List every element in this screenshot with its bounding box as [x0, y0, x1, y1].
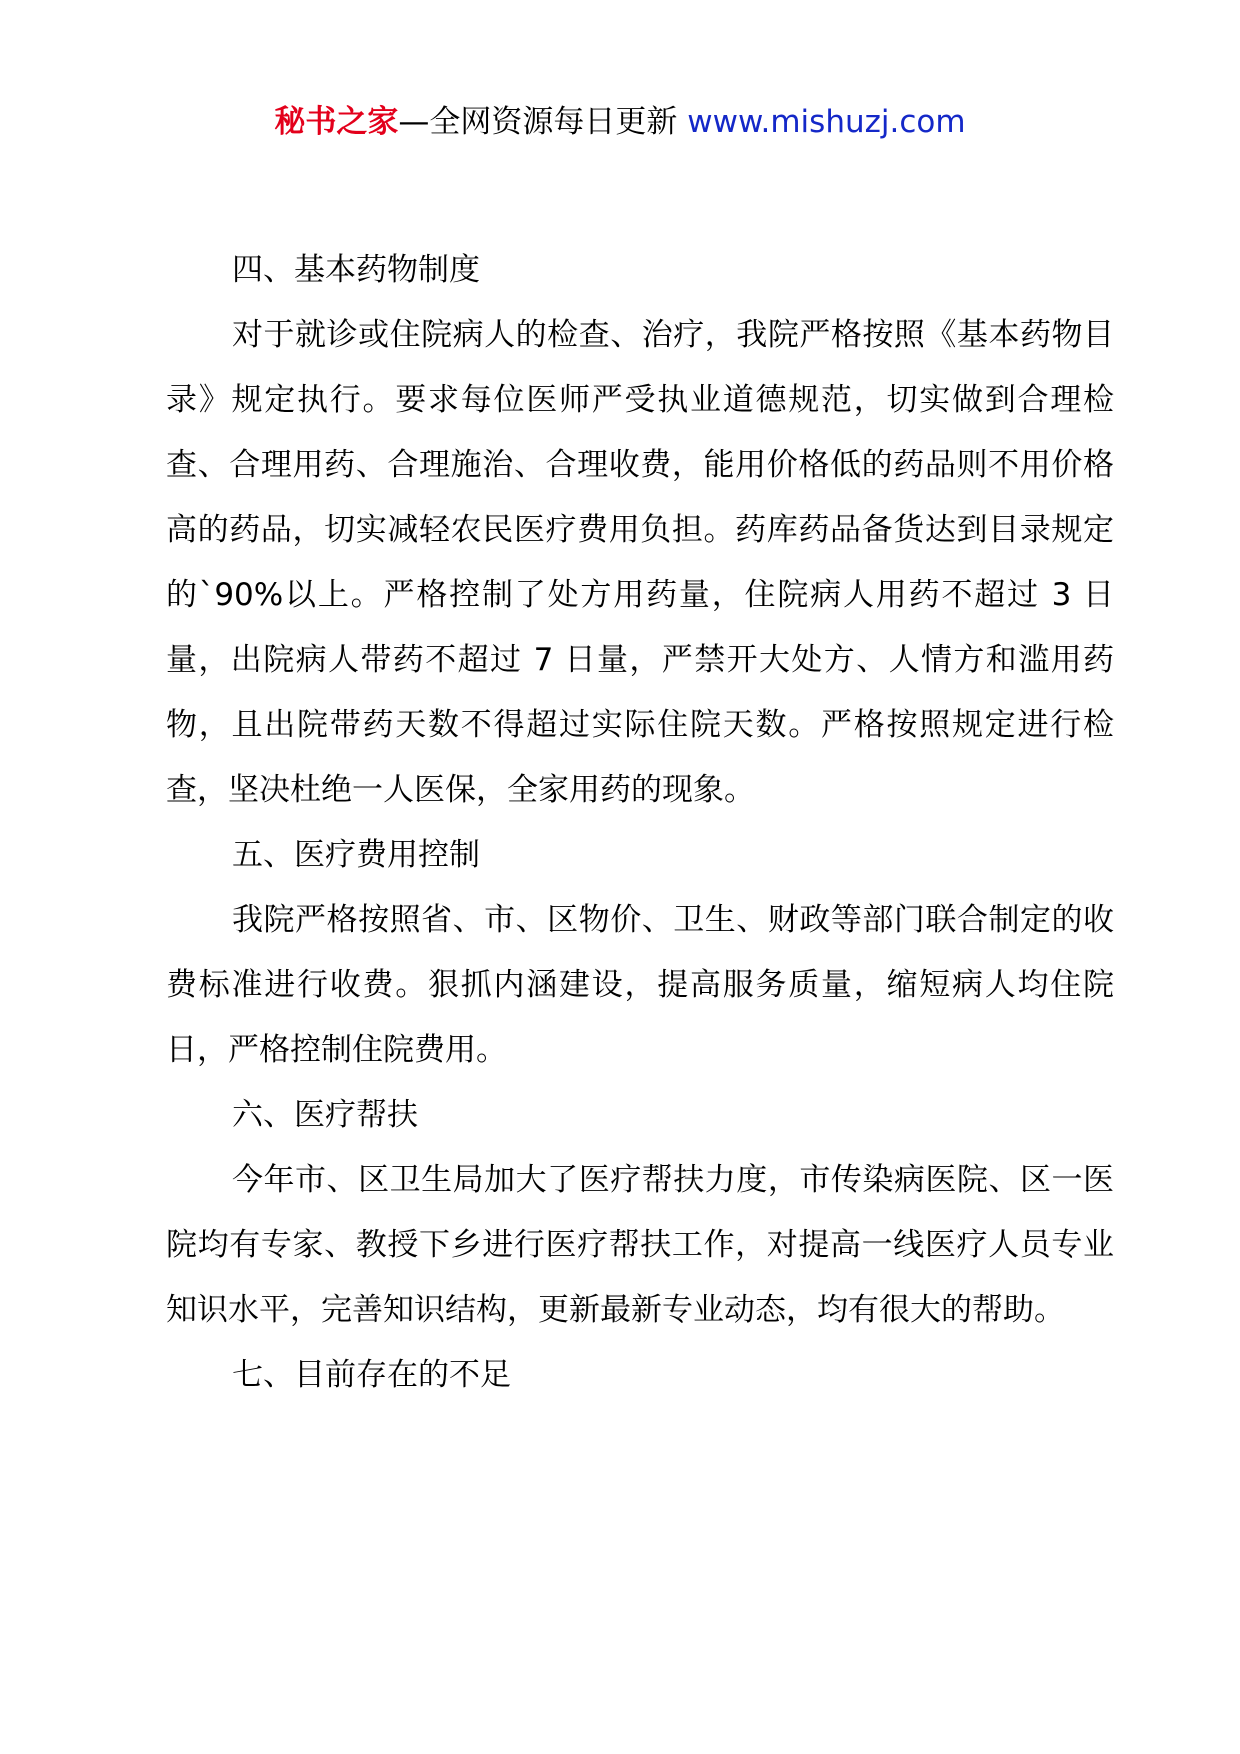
- section-heading: 五、医疗费用控制: [232, 837, 480, 873]
- paragraph: 对于就诊或住院病人的检查、治疗，我院严格按照《基本药物目录》规定执行。要求每位医师严受执业道德规范，切实做到合理检查、合理用药、合理施治、合理收费，能用价格低的药品则不用价格高的药品，切实减轻农民医疗费用负担。药库药品备货达到目录规定的`90%以上。严格控制了处方用药量，住院病人用药不超过 3 日量，出院病人带药不超过 7 日量，严禁开大处方、人情方和滥用药物，且出院带药天数不得超过实际住院天数。严格按照规定进行检查，坚决杜绝一人医保，全家用药的现象。: [166, 317, 1114, 808]
- section-heading: 六、医疗帮扶: [232, 1097, 418, 1133]
- section-heading: 四、基本药物制度: [232, 252, 480, 288]
- header-url[interactable]: www.mishuzj.com: [687, 104, 966, 140]
- paragraph: 今年市、区卫生局加大了医疗帮扶力度，市传染病医院、区一医院均有专家、教授下乡进行医疗帮扶工作，对提高一线医疗人员专业知识水平，完善知识结构，更新最新专业动态，均有很大的帮助。: [166, 1162, 1114, 1328]
- header-tagline: —全网资源每日更新: [398, 104, 688, 140]
- document-body: [166, 238, 1114, 1408]
- page-header: [0, 100, 1240, 144]
- brand-name: 秘书之家: [274, 104, 399, 140]
- paragraph: 我院严格按照省、市、区物价、卫生、财政等部门联合制定的收费标准进行收费。狠抓内涵建设，提高服务质量，缩短病人均住院日，严格控制住院费用。: [166, 902, 1114, 1068]
- section-heading: 七、目前存在的不足: [232, 1357, 511, 1393]
